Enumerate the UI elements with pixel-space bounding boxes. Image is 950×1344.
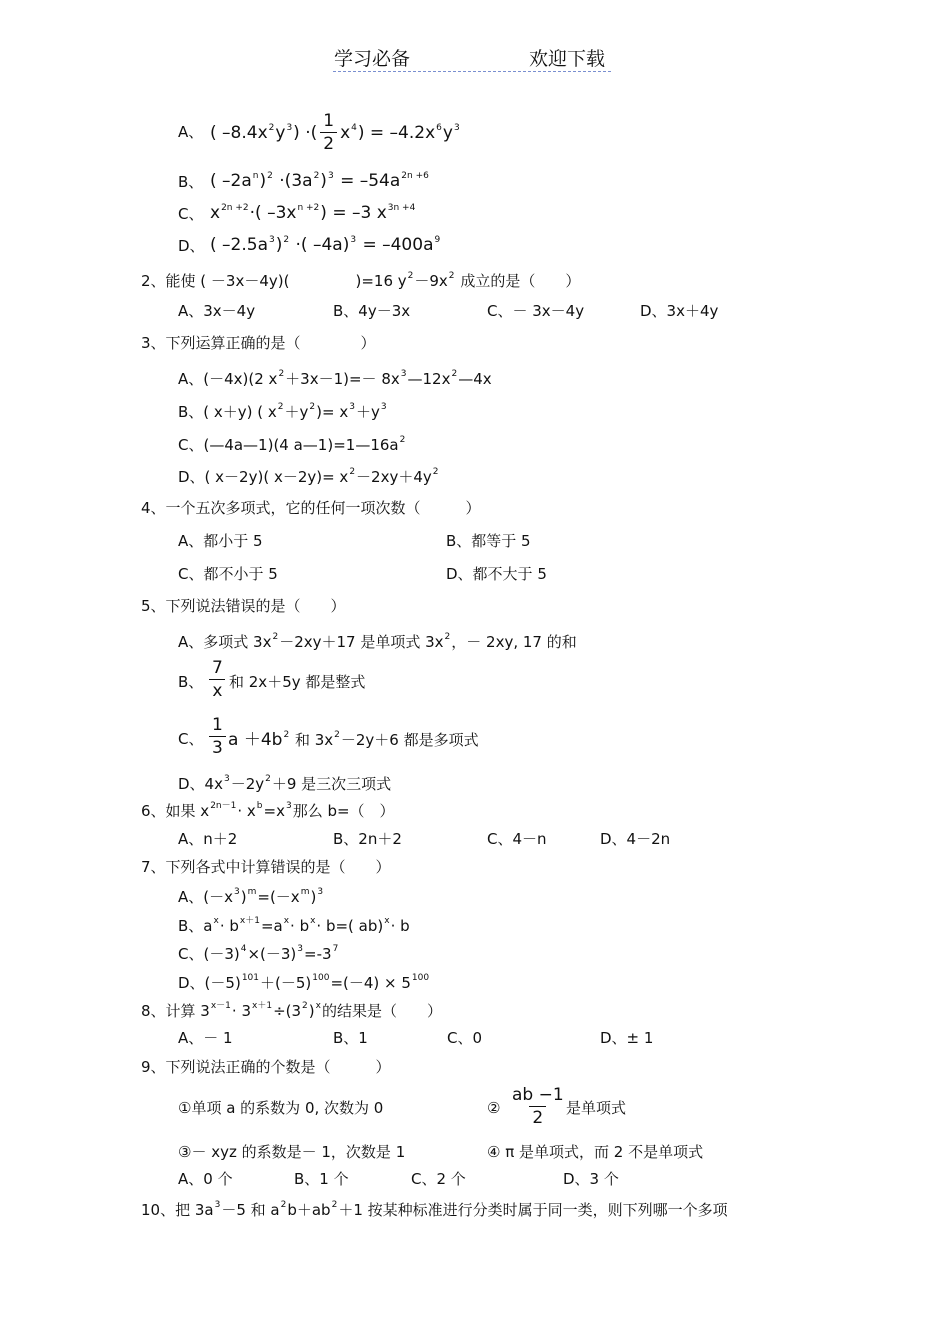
q9-item-4: ④ π 是单项式，而 2 不是单项式 xyxy=(487,1143,704,1161)
q1-option-d: ( $-2.5a^3)^2$ ·( $-4a)^3 = -400a^9$ xyxy=(210,235,441,255)
q6-option-c: C、4－n xyxy=(487,830,547,848)
q3-option-c: C、(—4a—1)(4 $a—1)=1—16a^2$ xyxy=(178,435,406,454)
q9-option-b: B、1 个 xyxy=(294,1170,349,1188)
q2-option-c: C、－ 3x－4y xyxy=(487,302,585,320)
q6-option-b: B、2n＋2 xyxy=(333,830,402,848)
q9-option-a: A、0 个 xyxy=(178,1170,233,1188)
q8-option-a: A、－ 1 xyxy=(178,1029,233,1047)
q4-option-b: B、都等于 5 xyxy=(446,532,531,550)
fraction-half: $\frac{1}{2}$ xyxy=(320,113,337,153)
q4-option-c: C、都不小于 5 xyxy=(178,565,278,583)
q8-option-c: C、0 xyxy=(447,1029,483,1047)
q9-option-c: C、2 个 xyxy=(411,1170,466,1188)
q8-option-b: B、1 xyxy=(333,1029,368,1047)
q1-option-c-label: C、 xyxy=(178,205,204,223)
q3-option-d: D、( x－2y)( $x-2y)= x^2-2xy+4y^2$ xyxy=(178,467,439,486)
q3-stem: 3、下列运算正确的是（ ） xyxy=(141,334,376,352)
q7-option-a: A、$(-x^3)^m=(-x^m)^3$ xyxy=(178,887,324,906)
q9-item-3: ③－ xyz 的系数是－ 1，次数是 1 xyxy=(178,1143,406,1161)
q5-option-c-label: C、 xyxy=(178,730,204,748)
q8-stem: 8、计算 $3^{x-1}\cdot 3^{x+1}\div(3^2)^x$的结果是（ ） xyxy=(141,1001,442,1020)
q1-option-b: ( $-2a^n)^2 \cdot(3a^2)^3 = -54a^{2n +6}$ xyxy=(210,171,429,191)
q3-option-a: A、(－4x)(2 $x^2+3x-1)=-$ $8x^3—12x^2—4x$ xyxy=(178,369,492,388)
q6-stem: 6、如果 $x^{2n-1}\cdot x^b=x^3$那么 b=（ ） xyxy=(141,801,395,820)
q4-stem: 4、一个五次多项式，它的任何一项次数（ ） xyxy=(141,499,481,517)
q5-option-c-fraction: $\frac{1}{3}$ xyxy=(206,717,229,757)
q2-option-a: A、3x－4y xyxy=(178,302,256,320)
q1-option-a: ( $-8.4x^2y^3$) ·( $\frac{1}{2}$ $x^4) = -4.2x^6y^3$ xyxy=(210,111,460,154)
q1-option-d-label: D、 xyxy=(178,237,205,255)
q2-option-b: B、4y－3x xyxy=(333,302,411,320)
q5-option-d: D、$4x^3-2y^2+9$ 是三次三项式 xyxy=(178,774,392,793)
q9-stem: 9、下列说法正确的个数是（ ） xyxy=(141,1058,391,1076)
q5-option-b-fraction: $\frac{7}{x}$ xyxy=(206,660,229,700)
q5-option-c-text: $a +4b^2$ 和 $3x^2-2y+6$ 都是多项式 xyxy=(228,730,479,750)
header-right: 欢迎下载 xyxy=(529,48,606,70)
q9-option-d: D、3 个 xyxy=(563,1170,619,1188)
q3-option-b: B、( x＋y) ( $x^2+y^2)= x^3+y^3$ xyxy=(178,402,387,421)
header-left: 学习必备 xyxy=(334,48,411,70)
q4-option-a: A、都小于 5 xyxy=(178,532,263,550)
q9-item-1: ①单项 a 的系数为 0, 次数为 0 xyxy=(178,1099,384,1117)
q5-option-b-text: 和 2x＋5y 都是整式 xyxy=(229,673,366,691)
q6-option-d: D、4－2n xyxy=(600,830,671,848)
q5-option-a: A、多项式 $3x^2-2xy+17$ 是单项式 $3x^2$，－ 2xy, 17 的和 xyxy=(178,632,577,651)
q10-stem: 10、把 $3a^3-5$ 和 $a^2b+ab^2+1$ 按某种标准进行分类时属于同一类，则下列哪一个多项 xyxy=(141,1200,728,1219)
q5-stem: 5、下列说法错误的是（ ） xyxy=(141,597,346,615)
q7-option-d: D、$(-5)^{101}+(-5)^{100}=(-4) \times 5^{100}$ xyxy=(178,973,430,992)
q1-option-c: $x^{2n +2}\cdot$( $-3x^{n +2}) = -3$ $x^{3n +4}$ xyxy=(210,203,416,223)
q7-stem: 7、下列各式中计算错误的是（ ） xyxy=(141,858,391,876)
q2-stem: 2、能使 ( －3x－4y)( )=16 $y^2-9x^2$ 成立的是（ ） xyxy=(141,271,581,290)
q6-option-a: A、n＋2 xyxy=(178,830,238,848)
q2-option-d: D、3x＋4y xyxy=(640,302,719,320)
q8-option-d: D、± 1 xyxy=(600,1029,654,1047)
header-divider xyxy=(333,71,611,72)
q4-option-d: D、都不大于 5 xyxy=(446,565,547,583)
q9-item-2-label: ② xyxy=(487,1099,501,1117)
q7-option-c: C、$(-3)^4\times(-3)^3=-3^7$ xyxy=(178,944,339,963)
q1-option-a-label: A、 xyxy=(178,123,204,141)
q9-item-2-fraction: $\frac{ab -1}{2}$ xyxy=(512,1085,564,1128)
q9-item-2-text: 是单项式 xyxy=(566,1099,627,1117)
q5-option-b-label: B、 xyxy=(178,673,204,691)
q1-option-b-label: B、 xyxy=(178,173,204,191)
q7-option-b: B、$a^x\cdot b^{x+1}=a^x\cdot b^x\cdot b=$( ab)$^x$· b xyxy=(178,916,410,935)
